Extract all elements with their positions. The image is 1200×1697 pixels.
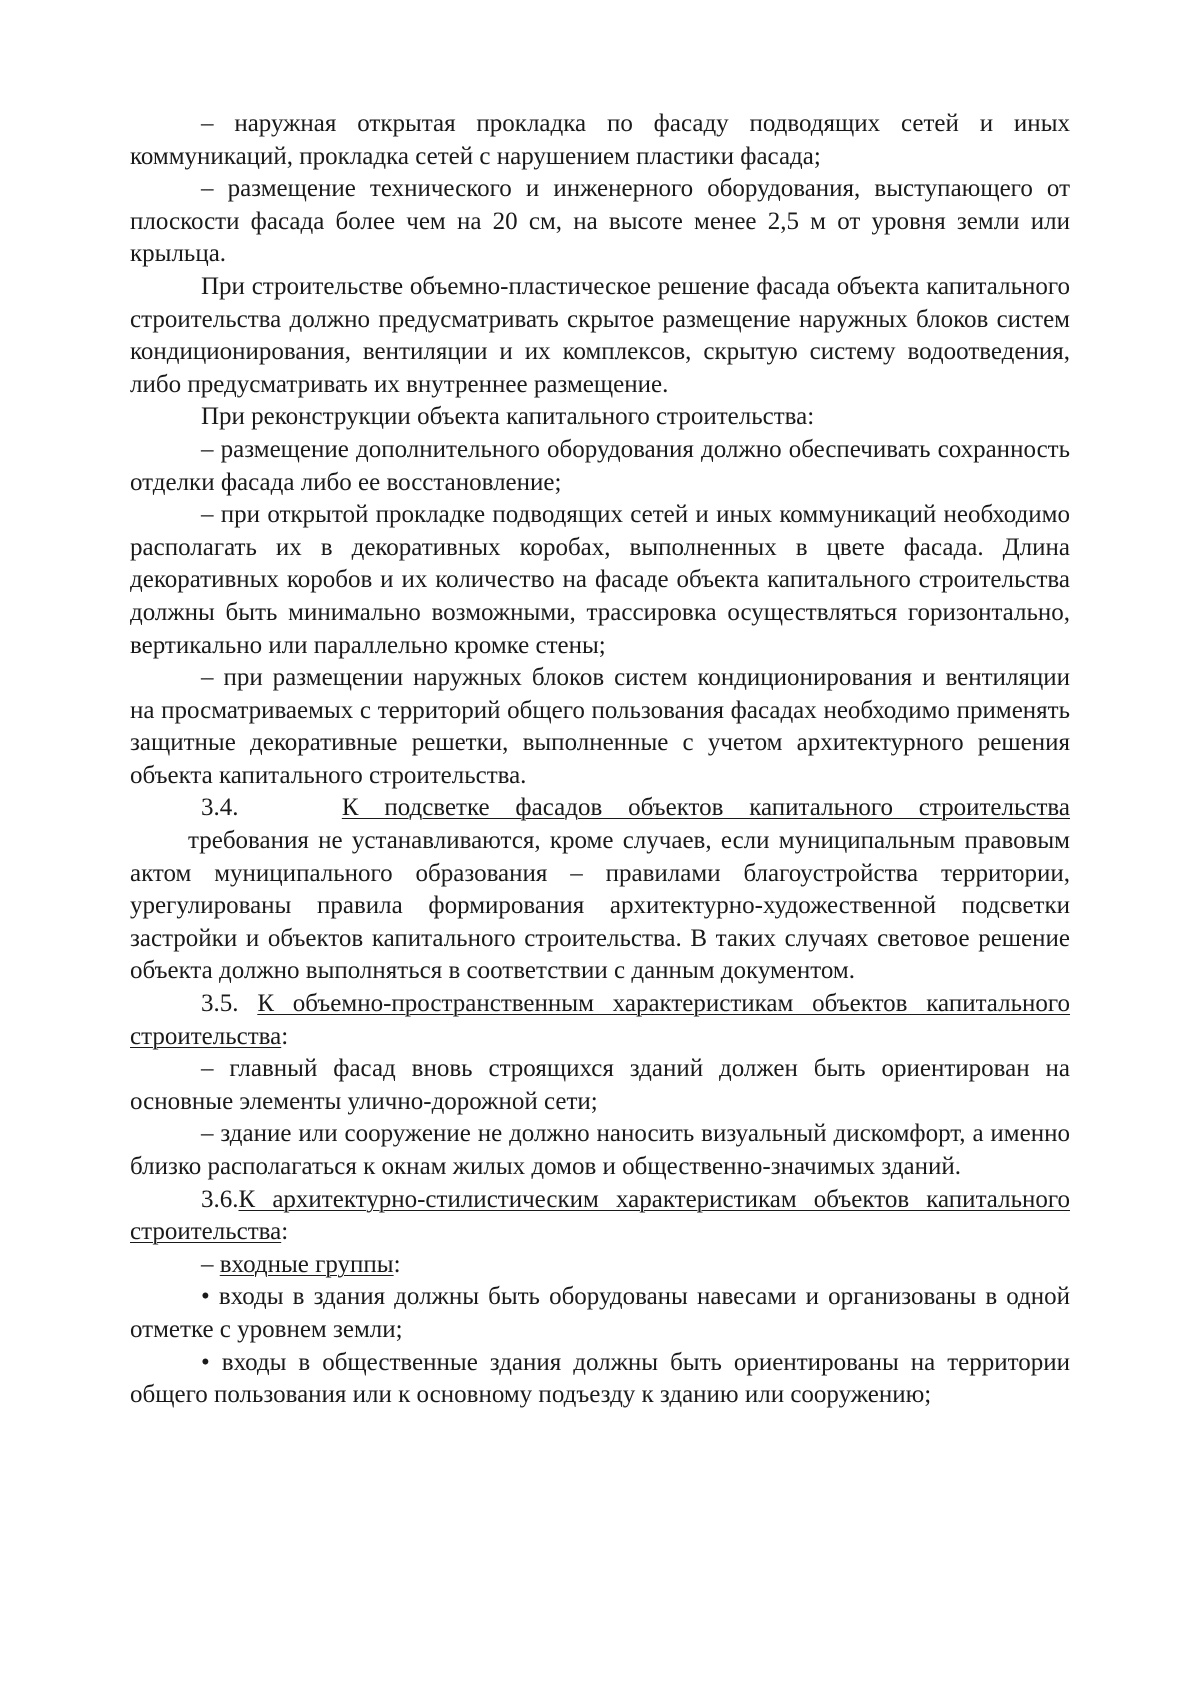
paragraph-dash-item: – наружная открытая прокладка по фасаду подводящих сетей и иных коммуникаций, прокладка сетей с нарушением пластики фасада; xyxy=(130,110,1070,170)
dash: – xyxy=(201,1250,220,1278)
paragraph-dash-item: – размещение дополнительного оборудования должно обеспечивать сохранность отделки фасада либо ее восстановление; xyxy=(130,435,1070,496)
bullet-item xyxy=(130,1347,1070,1412)
section-heading-3-4 xyxy=(130,792,1070,825)
subheading-item xyxy=(130,1249,1070,1282)
section-title: К подсветке фасадов объектов капитального строительства xyxy=(341,794,1071,822)
section-number: 3.6. xyxy=(201,1185,239,1213)
bullet-icon: • xyxy=(201,1348,210,1376)
bullet-item xyxy=(130,1281,1070,1346)
bullet-icon: • xyxy=(201,1283,210,1311)
subheading-title: входные группы xyxy=(219,1250,394,1278)
section-heading-3-5 xyxy=(130,988,1070,1053)
list-item: – главный фасад вновь строящихся зданий должен быть ориентирован на основные элементы улично-дорожной сети; xyxy=(130,1055,1070,1115)
paragraph-dash-item: – при размещении наружных блоков систем кондиционирования и вентиляции на просматриваемых с территорий общего пользования фасадах необходимо применять защитные декоративные решетки, выполненные с учетом архитектурного решения объекта капитального строительства. xyxy=(130,664,1070,789)
paragraph-dash-item: – при открытой прокладке подводящих сетей и иных коммуникаций необходимо располагать их в декоративных коробах, выполненных в цвете фасада. Длина декоративных коробов и их количество на фасаде объекта капитального строительства должны быть минимально возможными, трассировка осуществляться горизонтально, вертикально или параллельно кромке стены; xyxy=(130,501,1070,659)
section-number: 3.5. xyxy=(201,990,239,1018)
subheading-suffix: : xyxy=(393,1250,401,1278)
section-title: К архитектурно-стилистическим характеристикам объектов капитального строительства xyxy=(130,1185,1070,1246)
section-number: 3.4. xyxy=(201,794,239,822)
paragraph-dash-item: – размещение технического и инженерного оборудования, выступающего от плоскости фасада более чем на 20 см, на высоте менее 2,5 м от уровня земли или крыльца. xyxy=(130,175,1070,268)
section-title-suffix: : xyxy=(281,1218,289,1246)
list-item: – здание или сооружение не должно наносить визуальный дискомфорт, а именно близко располагаться к окнам жилых домов и общественно-значимых зданий. xyxy=(130,1120,1070,1180)
bullet-text: входы в здания должны быть оборудованы навесами и организованы в одной отметке с уровнем земли; xyxy=(130,1283,1071,1343)
document-page xyxy=(130,108,1070,1412)
paragraph: При строительстве объемно-пластическое решение фасада объекта капитального строительства должно предусматривать скрытое размещение наружных блоков систем кондиционирования, вентиляции и их комплексов, скрытую систему водоотведения, либо предусматривать их внутреннее размещение. xyxy=(130,272,1070,398)
paragraph: При реконструкции объекта капитального строительства: xyxy=(201,403,815,431)
section-title: К объемно-пространственным характеристикам объектов капитального строительства xyxy=(130,990,1071,1050)
section-heading-3-6 xyxy=(130,1184,1070,1249)
section-title-suffix: : xyxy=(281,1022,289,1050)
section-body: требования не устанавливаются, кроме случаев, если муниципальным правовым актом муниципального образования – правилами благоустройства территории, урегулированы правила формирования архитектурно-художественной подсветки застройки и объектов капитального строительства. В таких случаях световое решение объекта должно выполняться в соответствии с данным документом. xyxy=(130,827,1070,985)
bullet-text: входы в общественные здания должны быть ориентированы на территории общего пользования или к основному подъезду к зданию или сооружению; xyxy=(130,1348,1071,1409)
